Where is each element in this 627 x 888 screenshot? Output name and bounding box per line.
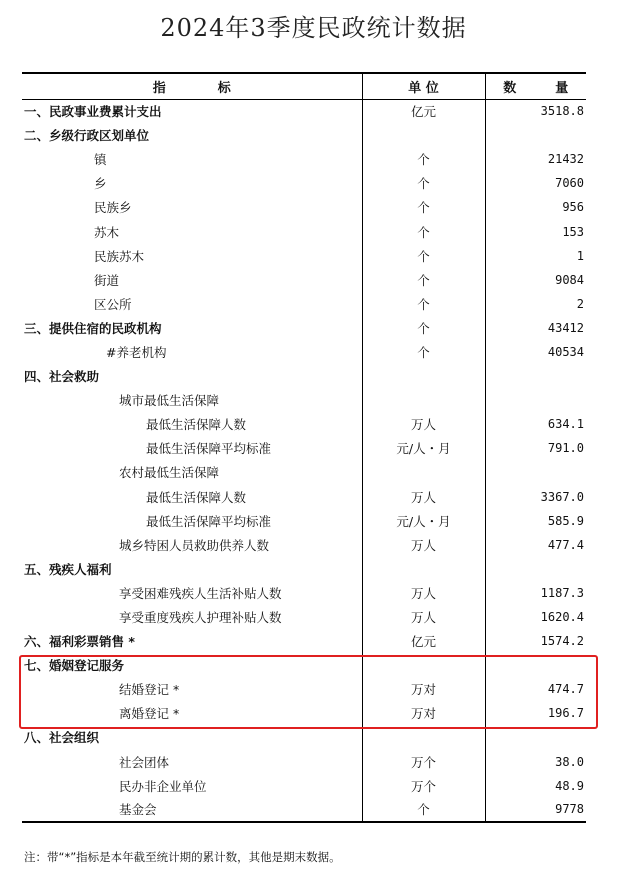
unit-cell — [362, 557, 485, 581]
unit-cell — [362, 123, 485, 147]
table-row — [22, 340, 586, 364]
section-heading-cell: 六、福利彩票销售 * — [24, 634, 135, 650]
statistics-table-container — [22, 72, 586, 823]
unit-cell: 个 — [362, 195, 485, 219]
unit-cell — [362, 653, 485, 677]
unit-cell — [362, 388, 485, 412]
unit-cell: 万对 — [362, 701, 485, 725]
header-unit: 单 位 — [362, 73, 485, 99]
section-heading-cell: 五、残疾人福利 — [24, 561, 112, 577]
indicator-cell: 城市最低生活保障 — [119, 393, 220, 409]
table-row — [22, 99, 586, 123]
unit-cell — [362, 725, 485, 749]
value-cell: 956 — [485, 195, 586, 219]
table-row — [22, 485, 586, 509]
value-cell: 153 — [485, 219, 586, 243]
value-cell: 1 — [485, 244, 586, 268]
table-row — [22, 774, 586, 798]
value-cell: 477.4 — [485, 533, 586, 557]
value-cell: 48.9 — [485, 774, 586, 798]
table-row — [22, 460, 586, 484]
value-cell: 791.0 — [485, 436, 586, 460]
footnote: 注：带“*”指标是本年截至统计期的累计数，其他是期末数据。 — [24, 850, 341, 864]
unit-cell: 万个 — [362, 774, 485, 798]
table-row — [22, 509, 586, 533]
indicator-cell: 最低生活保障人数 — [146, 417, 247, 433]
table-row — [22, 388, 586, 412]
table-row — [22, 725, 586, 749]
value-cell: 1574.2 — [485, 629, 586, 653]
value-cell: 3367.0 — [485, 485, 586, 509]
unit-cell: 个 — [362, 268, 485, 292]
value-cell — [485, 460, 586, 484]
table-row — [22, 171, 586, 195]
unit-cell: 元/人・月 — [362, 436, 485, 460]
unit-cell: 个 — [362, 340, 485, 364]
indicator-cell: 城乡特困人员救助供养人数 — [119, 537, 270, 553]
indicator-cell: #养老机构 — [106, 344, 167, 360]
indicator-cell: 结婚登记 * — [119, 682, 180, 698]
value-cell — [485, 725, 586, 749]
table-row — [22, 147, 586, 171]
indicator-cell: 乡 — [94, 176, 107, 192]
section-heading-cell: 四、社会救助 — [24, 369, 100, 385]
table-row — [22, 316, 586, 340]
unit-cell: 亿元 — [362, 629, 485, 653]
table-row — [22, 195, 586, 219]
unit-cell: 万人 — [362, 412, 485, 436]
unit-cell: 亿元 — [362, 99, 485, 123]
indicator-cell: 享受重度残疾人护理补贴人数 — [119, 610, 282, 626]
unit-cell: 万人 — [362, 581, 485, 605]
table-row — [22, 557, 586, 581]
table-row — [22, 581, 586, 605]
unit-cell — [362, 460, 485, 484]
unit-cell: 个 — [362, 316, 485, 340]
value-cell: 474.7 — [485, 677, 586, 701]
value-cell — [485, 388, 586, 412]
indicator-cell: 社会团体 — [119, 754, 170, 770]
indicator-cell: 镇 — [94, 152, 107, 168]
table-row — [22, 677, 586, 701]
table-row — [22, 268, 586, 292]
unit-cell: 个 — [362, 171, 485, 195]
table-row — [22, 750, 586, 774]
value-cell: 9084 — [485, 268, 586, 292]
value-cell — [485, 364, 586, 388]
value-cell: 2 — [485, 292, 586, 316]
table-body — [22, 99, 586, 822]
value-cell: 3518.8 — [485, 99, 586, 123]
unit-cell: 元/人・月 — [362, 509, 485, 533]
table-row — [22, 533, 586, 557]
table-header-row — [22, 73, 586, 99]
value-cell — [485, 653, 586, 677]
table-row — [22, 364, 586, 388]
value-cell: 634.1 — [485, 412, 586, 436]
section-heading-cell: 三、提供住宿的民政机构 — [24, 320, 162, 336]
indicator-cell: 民族乡 — [94, 200, 132, 216]
unit-cell: 万人 — [362, 533, 485, 557]
table-row — [22, 605, 586, 629]
indicator-cell: 苏木 — [94, 224, 120, 240]
indicator-cell: 民办非企业单位 — [119, 778, 207, 794]
indicator-cell: 离婚登记 * — [119, 706, 180, 722]
statistics-table — [22, 72, 586, 823]
value-cell — [485, 123, 586, 147]
value-cell: 1187.3 — [485, 581, 586, 605]
value-cell: 585.9 — [485, 509, 586, 533]
indicator-cell: 区公所 — [94, 296, 132, 312]
unit-cell: 万人 — [362, 605, 485, 629]
section-heading-cell: 一、民政事业费累计支出 — [24, 104, 162, 120]
table-row — [22, 123, 586, 147]
header-value: 数 量 — [485, 73, 586, 99]
table-row — [22, 244, 586, 268]
value-cell: 21432 — [485, 147, 586, 171]
table-row — [22, 653, 586, 677]
section-heading-cell: 七、婚姻登记服务 — [24, 658, 125, 674]
table-row — [22, 292, 586, 316]
table-row — [22, 219, 586, 243]
indicator-cell: 民族苏木 — [94, 248, 145, 264]
section-heading-cell: 八、社会组织 — [24, 730, 100, 746]
unit-cell: 个 — [362, 244, 485, 268]
indicator-cell: 最低生活保障平均标准 — [146, 513, 272, 529]
value-cell — [485, 557, 586, 581]
unit-cell: 个 — [362, 147, 485, 171]
section-heading-cell: 二、乡级行政区划单位 — [24, 128, 150, 144]
table-row — [22, 436, 586, 460]
indicator-cell: 街道 — [94, 272, 120, 288]
unit-cell — [362, 364, 485, 388]
indicator-cell: 享受困难残疾人生活补贴人数 — [119, 585, 282, 601]
unit-cell: 万人 — [362, 485, 485, 509]
unit-cell: 个 — [362, 292, 485, 316]
table-row — [22, 798, 586, 822]
table-row — [22, 412, 586, 436]
indicator-cell: 农村最低生活保障 — [119, 465, 220, 481]
value-cell: 1620.4 — [485, 605, 586, 629]
value-cell: 9778 — [485, 798, 586, 822]
indicator-cell: 最低生活保障人数 — [146, 489, 247, 505]
header-indicator: 指 标 — [22, 73, 362, 99]
table-row — [22, 629, 586, 653]
value-cell: 7060 — [485, 171, 586, 195]
value-cell: 38.0 — [485, 750, 586, 774]
table-row — [22, 701, 586, 725]
unit-cell: 万个 — [362, 750, 485, 774]
value-cell: 196.7 — [485, 701, 586, 725]
value-cell: 40534 — [485, 340, 586, 364]
unit-cell: 个 — [362, 798, 485, 822]
indicator-cell: 最低生活保障平均标准 — [146, 441, 272, 457]
unit-cell: 万对 — [362, 677, 485, 701]
value-cell: 43412 — [485, 316, 586, 340]
unit-cell: 个 — [362, 219, 485, 243]
indicator-cell: 基金会 — [22, 798, 362, 822]
page-title: 2024年3季度民政统计数据 — [160, 14, 467, 42]
